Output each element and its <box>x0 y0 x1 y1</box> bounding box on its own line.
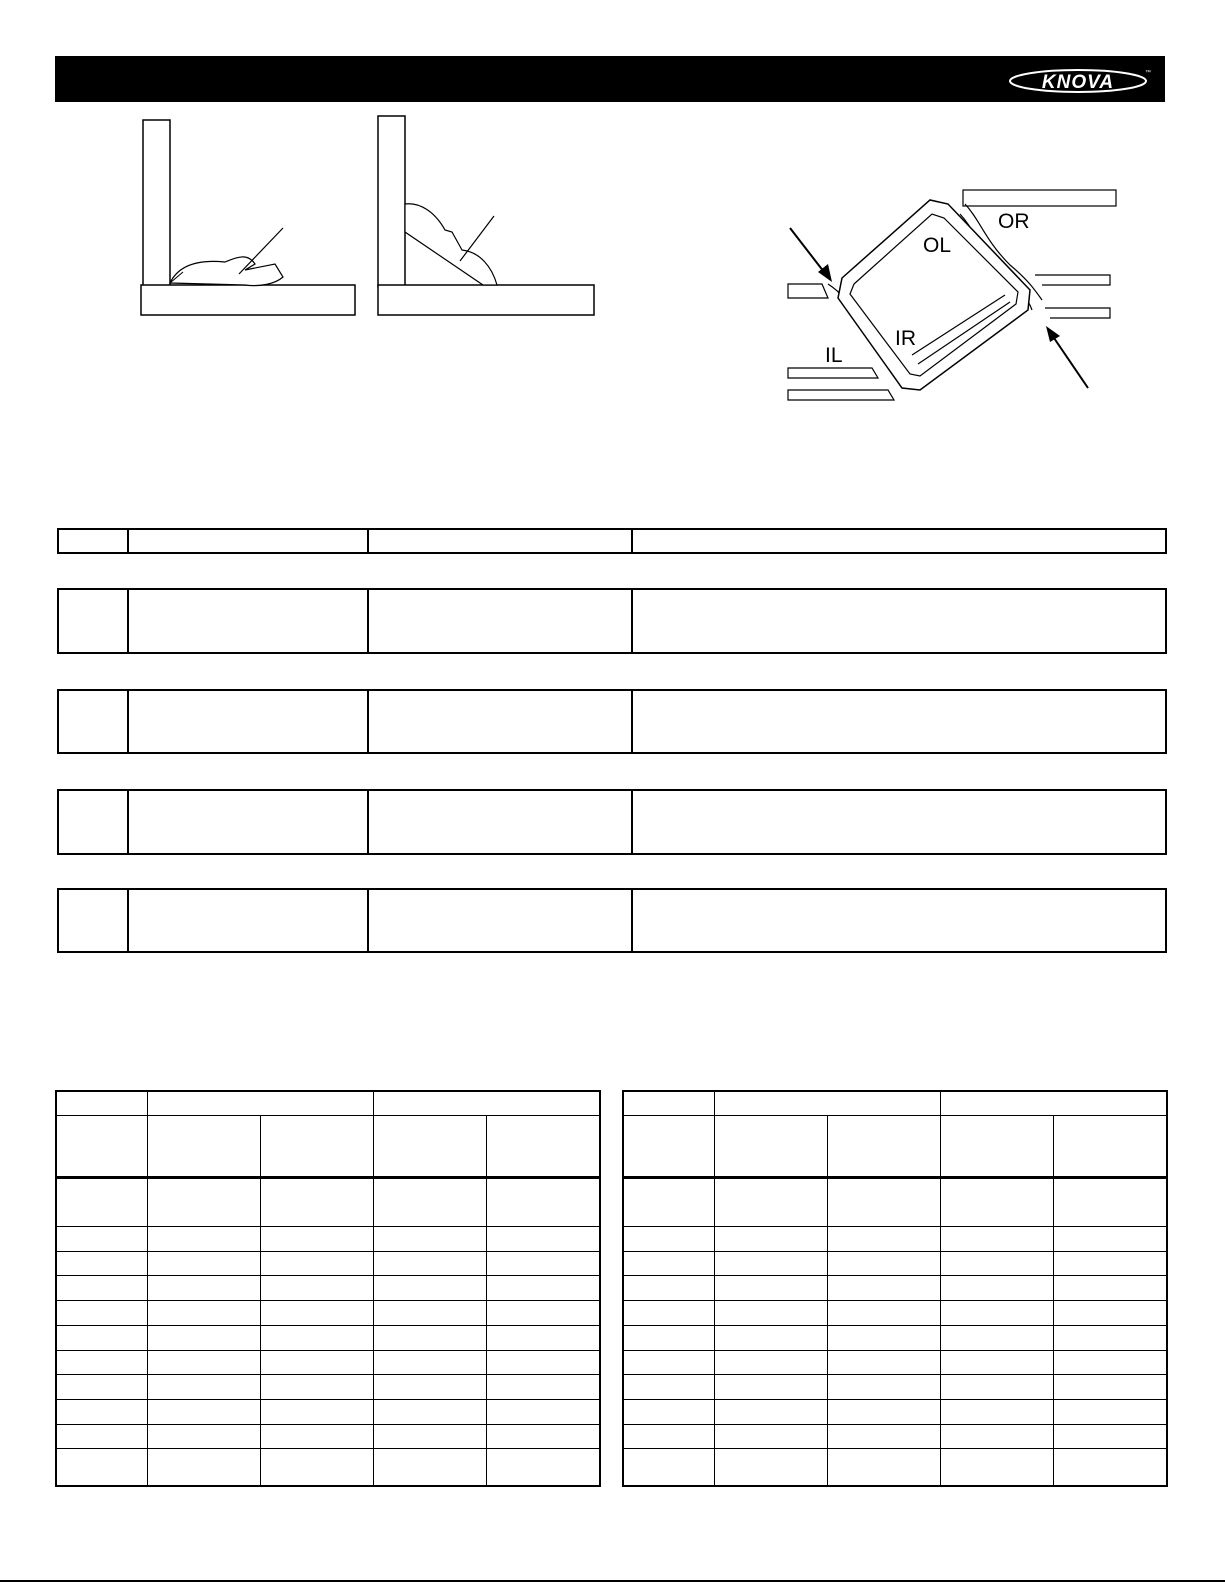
grid-cell <box>827 1399 940 1424</box>
grid-row <box>623 1375 1167 1400</box>
grid-cell <box>715 1301 827 1326</box>
grid-cell <box>941 1251 1053 1276</box>
grid-row <box>623 1251 1167 1276</box>
grid-cell <box>941 1424 1053 1449</box>
grid-row <box>623 1325 1167 1350</box>
table-header-cell <box>369 530 633 552</box>
table-cell <box>59 691 129 752</box>
grid-cell <box>56 1350 148 1375</box>
label-ir: IR <box>895 327 916 350</box>
table-row-box <box>57 588 1167 654</box>
grid-cell <box>148 1226 260 1251</box>
grid-cell <box>260 1177 373 1226</box>
settings-grid-left <box>55 1090 601 1487</box>
grid-cell <box>941 1449 1053 1486</box>
table-header-cell <box>59 530 129 552</box>
grid-cell <box>148 1375 260 1400</box>
grid-cell <box>148 1177 260 1226</box>
grid-row <box>623 1424 1167 1449</box>
grid-cell <box>56 1177 148 1226</box>
grid-cell <box>1053 1424 1167 1449</box>
grid-cell <box>1053 1177 1167 1226</box>
grid-cell <box>827 1177 940 1226</box>
grid-subheader-cell <box>715 1115 827 1177</box>
grid-cell <box>941 1325 1053 1350</box>
grid-row <box>56 1350 600 1375</box>
svg-text:™: ™ <box>1145 70 1151 76</box>
table-cell <box>633 590 1165 652</box>
grid-cell <box>374 1375 486 1400</box>
grid-cell <box>374 1399 486 1424</box>
grid-cell <box>1053 1276 1167 1301</box>
grid-row <box>56 1177 600 1226</box>
settings-grid-right <box>622 1090 1168 1487</box>
grid-cell <box>56 1301 148 1326</box>
grid-cell <box>715 1350 827 1375</box>
grid-cell <box>827 1449 940 1486</box>
grid-cell <box>148 1276 260 1301</box>
seam-bead-diagram <box>780 180 1125 410</box>
grid-cell <box>715 1325 827 1350</box>
grid-row <box>623 1276 1167 1301</box>
grid-cell <box>1053 1226 1167 1251</box>
grid-cell <box>941 1226 1053 1251</box>
table-header-row <box>57 528 1167 554</box>
grid-cell <box>941 1399 1053 1424</box>
knova-logo <box>1008 68 1151 94</box>
grid-cell <box>374 1177 486 1226</box>
grid-cell <box>715 1276 827 1301</box>
table-cell <box>369 791 633 853</box>
grid-cell <box>56 1449 148 1486</box>
grid-header-cell <box>623 1091 715 1115</box>
grid-cell <box>715 1177 827 1226</box>
grid-row <box>56 1251 600 1276</box>
grid-cell <box>260 1375 373 1400</box>
table-row-box <box>57 888 1167 953</box>
grid-cell <box>148 1399 260 1424</box>
table-cell <box>129 890 369 951</box>
grid-subheader-cell <box>623 1115 715 1177</box>
grid-cell <box>827 1226 940 1251</box>
grid-cell <box>715 1449 827 1486</box>
grid-cell <box>260 1226 373 1251</box>
table-header-cell <box>633 530 1165 552</box>
grid-cell <box>715 1424 827 1449</box>
table-cell <box>633 791 1165 853</box>
grid-cell <box>486 1449 600 1486</box>
grid-cell <box>623 1449 715 1486</box>
grid-cell <box>486 1350 600 1375</box>
grid-cell <box>486 1177 600 1226</box>
grid-cell <box>56 1424 148 1449</box>
grid-cell <box>1053 1325 1167 1350</box>
grid-cell <box>715 1399 827 1424</box>
fillet-weld-diagram-2 <box>370 112 602 322</box>
grid-cell <box>56 1375 148 1400</box>
table-cell <box>369 590 633 652</box>
grid-cell <box>148 1449 260 1486</box>
grid-cell <box>486 1325 600 1350</box>
table-cell <box>129 791 369 853</box>
grid-cell <box>1053 1375 1167 1400</box>
grid-cell <box>374 1251 486 1276</box>
svg-text:KNOVA: KNOVA <box>1041 72 1115 93</box>
grid-cell <box>260 1449 373 1486</box>
label-or: OR <box>998 210 1030 233</box>
grid-cell <box>260 1301 373 1326</box>
table-cell <box>369 890 633 951</box>
page-bottom-rule <box>0 1580 1225 1582</box>
table-cell <box>129 590 369 652</box>
grid-cell <box>827 1251 940 1276</box>
grid-cell <box>374 1325 486 1350</box>
grid-cell <box>486 1301 600 1326</box>
grid-cell <box>486 1226 600 1251</box>
grid-subheader-cell <box>486 1115 600 1177</box>
grid-cell <box>827 1301 940 1326</box>
grid-row <box>56 1375 600 1400</box>
grid-cell <box>623 1399 715 1424</box>
grid-cell <box>827 1276 940 1301</box>
grid-row <box>56 1424 600 1449</box>
grid-header-cell <box>374 1091 600 1115</box>
grid-cell <box>260 1251 373 1276</box>
grid-cell <box>941 1350 1053 1375</box>
grid-cell <box>148 1350 260 1375</box>
grid-subheader-cell <box>941 1115 1053 1177</box>
grid-cell <box>148 1325 260 1350</box>
grid-row <box>623 1226 1167 1251</box>
grid-row <box>56 1449 600 1486</box>
grid-cell <box>623 1226 715 1251</box>
grid-cell <box>941 1301 1053 1326</box>
grid-row <box>623 1350 1167 1375</box>
grid-cell <box>486 1251 600 1276</box>
grid-cell <box>715 1251 827 1276</box>
grid-cell <box>56 1399 148 1424</box>
grid-cell <box>374 1424 486 1449</box>
table-row-box <box>57 789 1167 855</box>
grid-cell <box>260 1325 373 1350</box>
grid-cell <box>1053 1350 1167 1375</box>
grid-cell <box>827 1424 940 1449</box>
grid-subheader-cell <box>148 1115 260 1177</box>
grid-cell <box>486 1424 600 1449</box>
grid-row <box>56 1301 600 1326</box>
grid-cell <box>623 1325 715 1350</box>
grid-cell <box>1053 1301 1167 1326</box>
grid-cell <box>260 1424 373 1449</box>
grid-row <box>56 1276 600 1301</box>
grid-cell <box>1053 1399 1167 1424</box>
grid-cell <box>260 1399 373 1424</box>
grid-cell <box>623 1350 715 1375</box>
grid-cell <box>374 1350 486 1375</box>
label-ol: OL <box>923 234 952 257</box>
grid-cell <box>623 1424 715 1449</box>
grid-row <box>56 1399 600 1424</box>
grid-row <box>623 1301 1167 1326</box>
table-cell <box>59 890 129 951</box>
grid-cell <box>715 1226 827 1251</box>
grid-cell <box>260 1350 373 1375</box>
grid-cell <box>623 1375 715 1400</box>
grid-cell <box>715 1375 827 1400</box>
fillet-weld-diagram-1 <box>135 112 365 322</box>
grid-subheader-cell <box>374 1115 486 1177</box>
grid-cell <box>486 1276 600 1301</box>
grid-subheader-cell <box>1053 1115 1167 1177</box>
grid-cell <box>374 1449 486 1486</box>
grid-cell <box>941 1276 1053 1301</box>
grid-cell <box>623 1251 715 1276</box>
grid-cell <box>486 1375 600 1400</box>
grid-cell <box>56 1276 148 1301</box>
grid-row <box>623 1177 1167 1226</box>
label-il: IL <box>825 344 843 367</box>
grid-header-cell <box>941 1091 1167 1115</box>
grid-cell <box>941 1375 1053 1400</box>
grid-subheader-cell <box>56 1115 148 1177</box>
grid-cell <box>623 1276 715 1301</box>
grid-cell <box>374 1276 486 1301</box>
grid-row <box>623 1449 1167 1486</box>
grid-cell <box>486 1399 600 1424</box>
table-row-box <box>57 689 1167 754</box>
grid-subheader-cell <box>827 1115 940 1177</box>
grid-cell <box>56 1226 148 1251</box>
grid-cell <box>941 1177 1053 1226</box>
grid-header-cell <box>56 1091 148 1115</box>
table-cell <box>59 791 129 853</box>
table-cell <box>633 890 1165 951</box>
grid-cell <box>374 1301 486 1326</box>
table-cell <box>129 691 369 752</box>
grid-cell <box>1053 1449 1167 1486</box>
grid-cell <box>374 1226 486 1251</box>
grid-cell <box>148 1424 260 1449</box>
grid-cell <box>56 1251 148 1276</box>
table-cell <box>633 691 1165 752</box>
grid-cell <box>623 1177 715 1226</box>
grid-cell <box>827 1325 940 1350</box>
grid-row <box>623 1399 1167 1424</box>
grid-cell <box>827 1375 940 1400</box>
grid-cell <box>827 1350 940 1375</box>
table-header-cell <box>129 530 369 552</box>
table-cell <box>59 590 129 652</box>
grid-row <box>56 1325 600 1350</box>
grid-cell <box>56 1325 148 1350</box>
header-bar <box>55 56 1165 102</box>
grid-cell <box>148 1301 260 1326</box>
grid-subheader-cell <box>260 1115 373 1177</box>
grid-cell <box>623 1301 715 1326</box>
table-cell <box>369 691 633 752</box>
grid-row <box>56 1226 600 1251</box>
grid-header-cell <box>148 1091 374 1115</box>
grid-header-cell <box>715 1091 941 1115</box>
grid-cell <box>1053 1251 1167 1276</box>
grid-cell <box>148 1251 260 1276</box>
grid-cell <box>260 1276 373 1301</box>
